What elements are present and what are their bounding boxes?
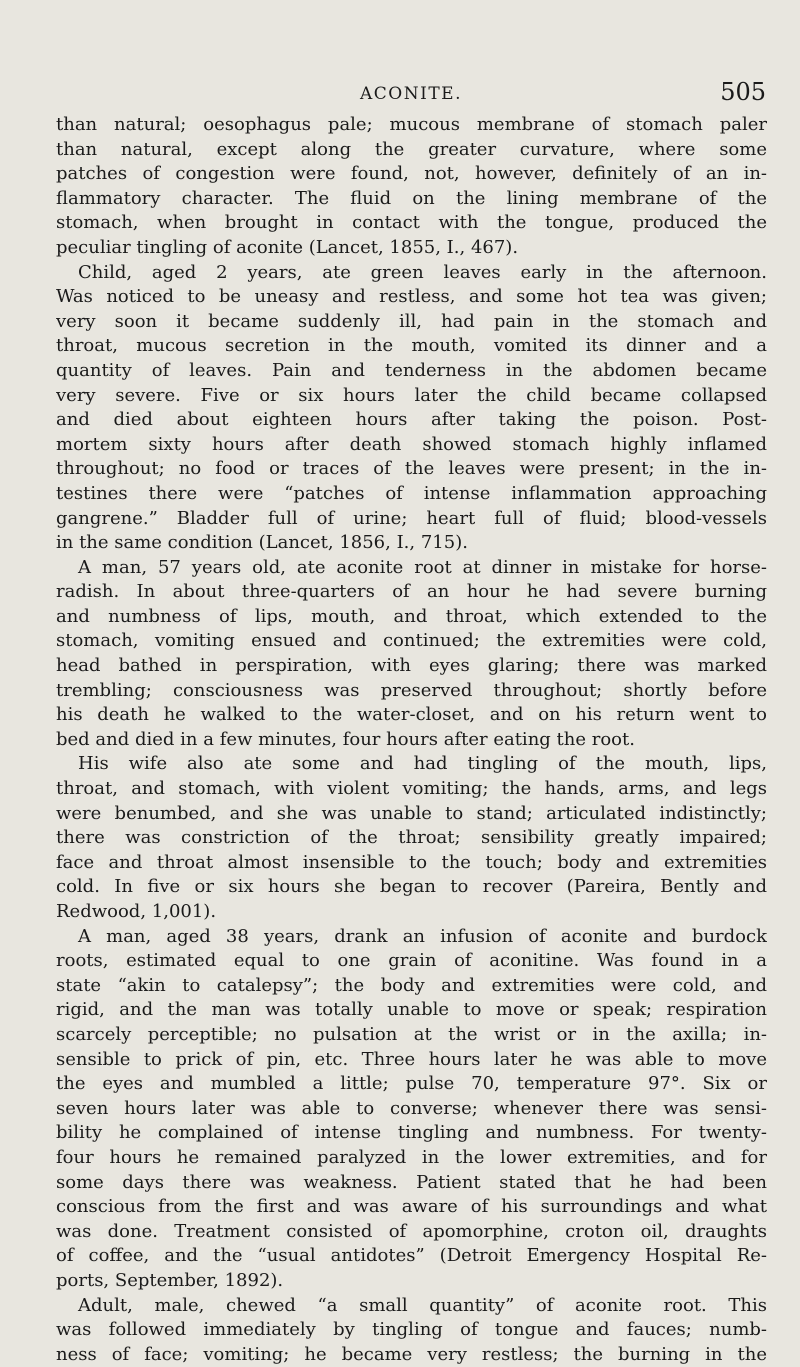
- text-line: patches of congestion were found, not, however, definitely of an in-: [56, 163, 767, 185]
- text-line: than natural, except along the greater curvature, where some: [56, 138, 767, 160]
- text-line: was done. Treatment consisted of apomorphine, croton oil, draughts: [56, 1220, 767, 1242]
- text-line: radish. In about three-quarters of an hour he had severe burning: [56, 581, 767, 603]
- text-line: His wife also ate some and had tingling of the mouth, lips,: [78, 753, 767, 775]
- text-line: seven hours later was able to converse; whenever there was sensi-: [56, 1097, 767, 1119]
- text-line: flammatory character. The fluid on the lining membrane of the: [56, 187, 767, 209]
- text-line: throat, and stomach, with violent vomiting; the hands, arms, and legs: [56, 778, 767, 800]
- text-line: testines there were “patches of intense inflammation approaching: [56, 482, 767, 504]
- text-line: quantity of leaves. Pain and tenderness in the abdomen became: [56, 359, 767, 381]
- text-line: than natural; oesophagus pale; mucous membrane of stomach paler: [56, 114, 767, 135]
- text-line: bed and died in a few minutes, four hours after eating the root.: [56, 728, 635, 750]
- text-line: was followed immediately by tingling of tongue and fauces; numb-: [56, 1319, 767, 1341]
- text-line: very soon it became suddenly ill, had pain in the stomach and: [56, 310, 767, 332]
- page-number: 505: [720, 78, 766, 106]
- text-line: Was noticed to be uneasy and restless, and some hot tea was given;: [56, 286, 767, 308]
- text-line: were benumbed, and she was unable to stand; articulated indistinctly;: [56, 802, 767, 824]
- text-line: face and throat almost insensible to the touch; body and extremities: [56, 851, 767, 873]
- text-line: stomach, when brought in contact with the tongue, produced the: [56, 212, 767, 234]
- text-line: cold. In five or six hours she began to recover (Pareira, Bently and: [56, 876, 767, 898]
- text-line: and died about eighteen hours after taking the poison. Post-: [56, 409, 767, 431]
- text-line: head bathed in perspiration, with eyes glaring; there was marked: [56, 655, 767, 677]
- text-line: the eyes and mumbled a little; pulse 70, temperature 97°. Six or: [56, 1073, 767, 1095]
- text-line: mortem sixty hours after death showed stomach highly inflamed: [56, 433, 767, 455]
- text-line: conscious from the first and was aware of his surroundings and what: [56, 1196, 767, 1218]
- text-line: there was constriction of the throat; sensibility greatly impaired;: [56, 827, 767, 849]
- text-line: Adult, male, chewed “a small quantity” of aconite root. This: [78, 1294, 767, 1316]
- text-line: Child, aged 2 years, ate green leaves early in the afternoon.: [78, 261, 767, 283]
- text-line: ness of face; vomiting; he became very restless; the burning in the: [56, 1343, 767, 1365]
- text-line: of coffee, and the “usual antidotes” (Detroit Emergency Hospital Re-: [56, 1245, 767, 1267]
- text-line: state “akin to catalepsy”; the body and extremities were cold, and: [56, 974, 767, 996]
- text-line: in the same condition (Lancet, 1856, I., 715).: [56, 532, 468, 554]
- text-line: trembling; consciousness was preserved throughout; shortly before: [56, 679, 767, 701]
- text-line: A man, aged 38 years, drank an infusion of aconite and burdock: [78, 925, 767, 947]
- running-title: ACONITE.: [360, 84, 462, 104]
- text-line: four hours he remained paralyzed in the lower extremities, and for: [56, 1146, 767, 1168]
- running-head: [56, 78, 766, 108]
- text-line: bility he complained of intense tingling and numbness. For twenty-: [56, 1122, 767, 1144]
- text-line: Redwood, 1,001).: [56, 901, 217, 922]
- text-line: A man, 57 years old, ate aconite root at dinner in mistake for horse-: [78, 556, 767, 578]
- text-line: gangrene.” Bladder full of urine; heart full of fluid; blood-vessels: [56, 507, 767, 529]
- text-line: very severe. Five or six hours later the child became collapsed: [56, 384, 767, 406]
- text-line: roots, estimated equal to one grain of aconitine. Was found in a: [56, 950, 767, 972]
- body-text: [56, 113, 767, 1367]
- text-line: scarcely perceptible; no pulsation at the wrist or in the axilla; in-: [56, 1023, 767, 1045]
- text-line: his death he walked to the water-closet, and on his return went to: [56, 704, 767, 726]
- text-line: throat, mucous secretion in the mouth, vomited its dinner and a: [56, 335, 767, 357]
- text-line: peculiar tingling of aconite (Lancet, 1855, I., 467).: [56, 236, 519, 258]
- text-line: ports, September, 1892).: [56, 1269, 284, 1291]
- text-line: sensible to prick of pin, etc. Three hours later he was able to move: [56, 1048, 767, 1070]
- text-line: some days there was weakness. Patient stated that he had been: [56, 1171, 767, 1193]
- text-line: rigid, and the man was totally unable to move or speak; respiration: [56, 999, 767, 1021]
- text-line: throughout; no food or traces of the leaves were present; in the in-: [56, 458, 767, 480]
- text-line: stomach, vomiting ensued and continued; the extremities were cold,: [56, 630, 767, 652]
- text-line: and numbness of lips, mouth, and throat, which extended to the: [56, 605, 767, 627]
